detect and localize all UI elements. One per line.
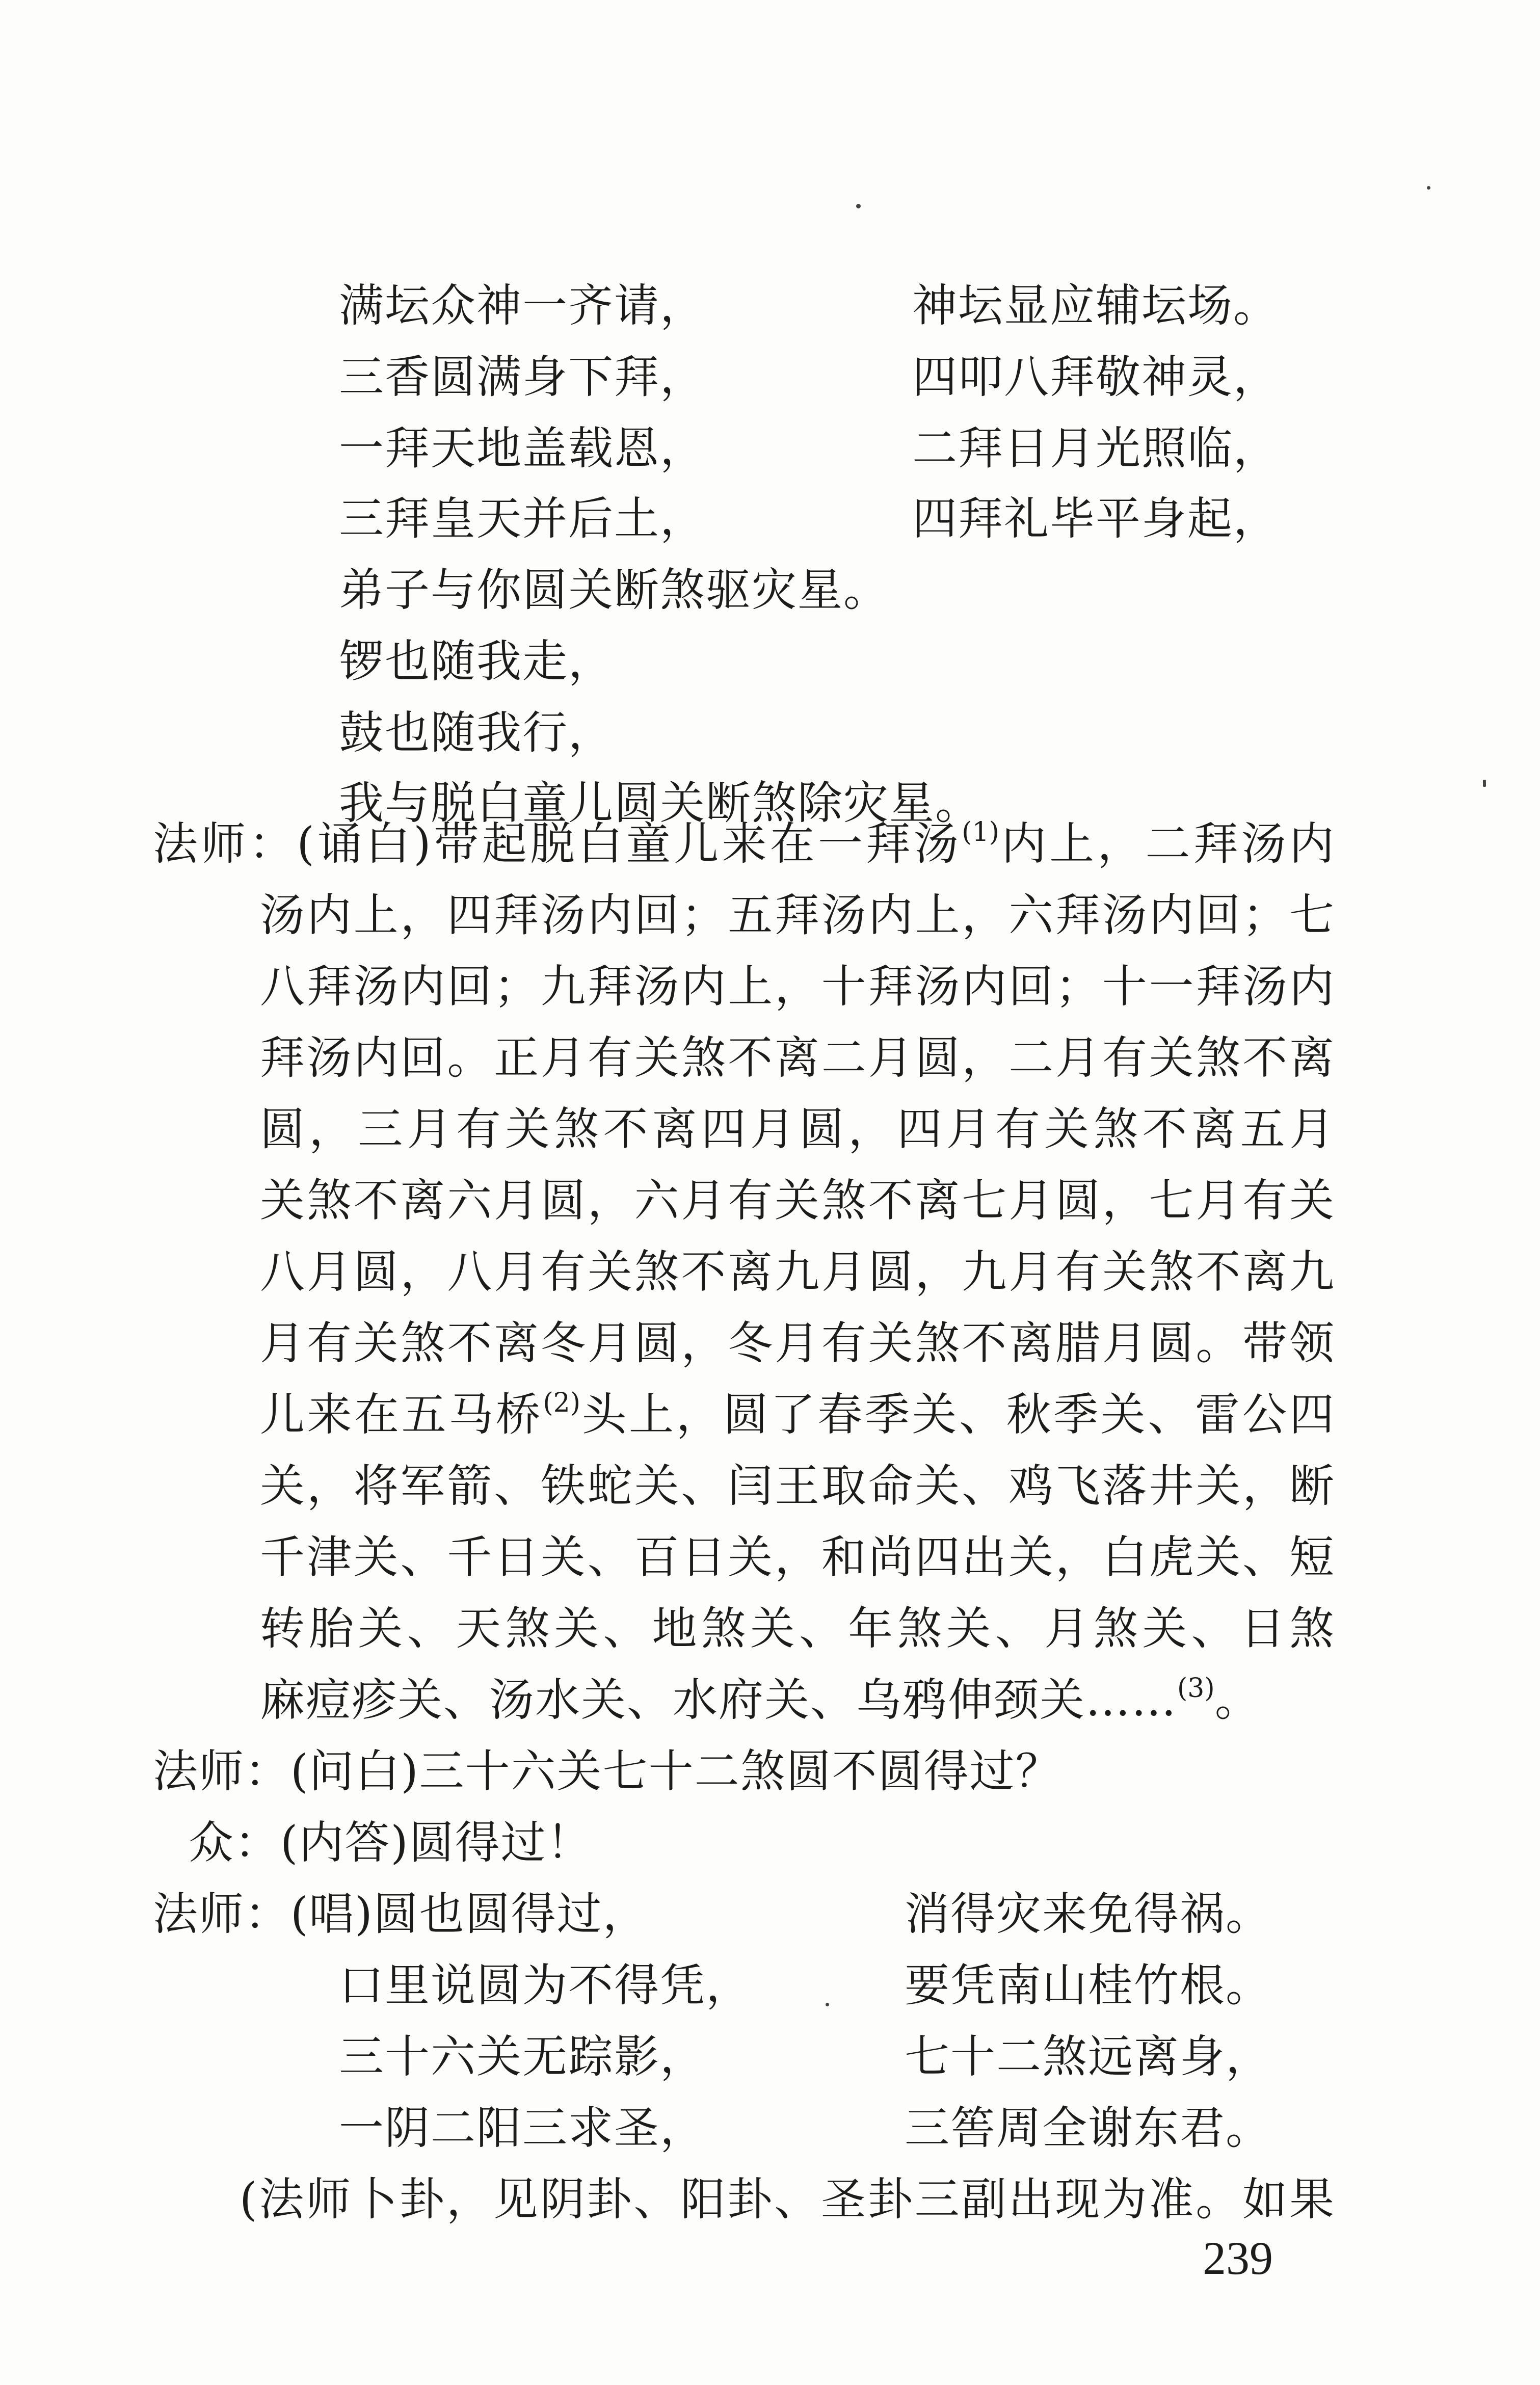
verse2-line2-left: 三十六关无踪影，	[339, 2030, 706, 2083]
verse2-line2-right: 七十二煞远离身，	[905, 2030, 1272, 2083]
stage-direction: (法师卜卦，见阴卦、阳卦、圣卦三副出现为准。如果	[240, 2173, 1335, 2225]
scan-speck	[856, 204, 861, 208]
verse2-line3-right: 三筶周全谢东君。	[905, 2102, 1272, 2154]
prose-line8: 月有关煞不离冬月圆，冬月有关煞不离腊月圆。带领	[260, 1317, 1335, 1369]
verse1-single-line1: 弟子与你圆关断煞驱灾星。	[339, 564, 890, 616]
prose-line13: 麻痘疹关、汤水关、水府关、乌鸦伸颈关……$^{(3)}$。	[260, 1673, 1261, 1726]
page-number: 239	[1203, 2232, 1273, 2284]
verse1-line3-right: 二拜日月光照临，	[912, 422, 1280, 474]
footnote-ref-3[interactable]: (3)	[1177, 1673, 1215, 1704]
verse1-single-line2: 锣也随我走，	[339, 635, 615, 687]
prose-line12: 转胎关、天煞关、地煞关、年煞关、月煞关、日煞	[260, 1602, 1335, 1655]
scan-speck	[1427, 186, 1430, 190]
verse1-line4-left: 三拜皇天并后土，	[339, 492, 706, 545]
verse1-line3-left: 一拜天地盖载恩，	[339, 422, 706, 474]
prose-line5: 圆，三月有关煞不离四月圆，四月有关煞不离五月	[260, 1103, 1335, 1155]
prose-line3: 八拜汤内回；九拜汤内上，十拜汤内回；十一拜汤内	[260, 960, 1335, 1013]
prose-line1: 法师：(诵白)带起脱白童儿来在一拜汤$^{(1)}$内上，二拜汤内	[153, 817, 1335, 870]
verse2-line1-right: 要凭南山桂竹根。	[905, 1959, 1272, 2011]
verse2-line1-left: 口里说圆为不得凭，	[339, 1959, 752, 2011]
prose-line2: 汤内上，四拜汤内回；五拜汤内上，六拜汤内回；七	[260, 889, 1335, 941]
verse1-line1-right: 神坛显应辅坛场。	[912, 279, 1280, 332]
scan-speck	[1483, 780, 1486, 787]
master-sing-right: 消得灾来免得祸。	[905, 1888, 1272, 1940]
verse1-line1-left: 满坛众神一齐请，	[339, 279, 706, 332]
footnote-ref-2[interactable]: (2)	[543, 1388, 581, 1418]
prose-line9: 儿来在五马桥$^{(2)}$头上，圆了春季关、秋季关、雷公四	[260, 1388, 1335, 1441]
master-question: 法师：(问白)三十六关七十二煞圆不圆得过？	[153, 1745, 1061, 1797]
verse1-single-line4: 我与脱白童儿圆关断煞除灾星。	[339, 777, 981, 829]
scan-speck	[826, 2003, 829, 2006]
chorus-answer: 众：(内答)圆得过！	[189, 1816, 593, 1869]
verse2-line3-left: 一阴二阳三求圣，	[339, 2102, 706, 2154]
footnote-ref-1[interactable]: (1)	[962, 817, 999, 847]
verse1-line4-right: 四拜礼毕平身起，	[912, 492, 1280, 545]
prose-line6: 关煞不离六月圆，六月有关煞不离七月圆，七月有关	[260, 1174, 1335, 1227]
prose-line11: 千津关、千日关、百日关，和尚四出关，白虎关、短	[260, 1531, 1335, 1583]
verse1-single-line3: 鼓也随我行，	[339, 706, 615, 759]
prose-line10: 关，将军箭、铁蛇关、闫王取命关、鸡飞落井关，断	[260, 1460, 1335, 1512]
master-sing-left: 法师：(唱)圆也圆得过，	[153, 1888, 649, 1940]
verse1-line2-left: 三香圆满身下拜，	[339, 351, 706, 403]
prose-line7: 八月圆，八月有关煞不离九月圆，九月有关煞不离九	[260, 1246, 1335, 1298]
prose-line4: 拜汤内回。正月有关煞不离二月圆，二月有关煞不离	[260, 1031, 1335, 1084]
verse1-line2-right: 四叩八拜敬神灵，	[912, 351, 1280, 403]
